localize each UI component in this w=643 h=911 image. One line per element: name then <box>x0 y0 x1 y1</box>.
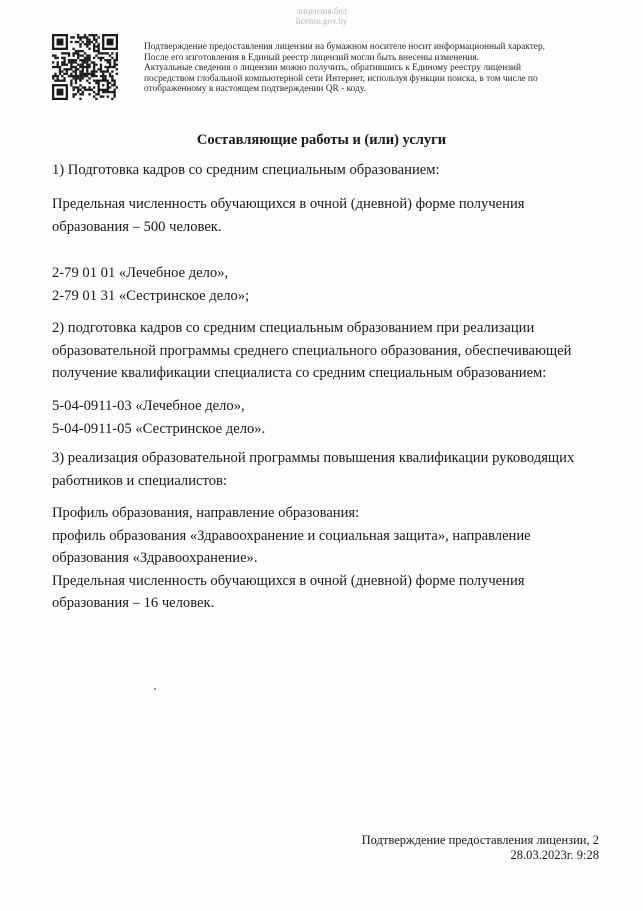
section-3-profile <box>52 502 612 615</box>
qr-code-icon <box>52 34 118 100</box>
section-3-limit-line-1: Предельная численность обучающихся в очной (дневной) форме получения <box>52 572 525 589</box>
section-2-title <box>52 317 612 385</box>
footer-line-1: Подтверждение предоставления лицензии, 2 <box>361 833 599 847</box>
notice-line-1: Подтверждение предоставления лицензии на бумажном носителе носит информационный характер. <box>144 42 545 52</box>
section-2-line-2: образовательной программы среднего специального образования, обеспечивающей <box>52 342 572 359</box>
section-3-line-2: работников и специалистов: <box>52 472 227 489</box>
watermark-line-2: license.gov.by <box>295 16 348 26</box>
section-3-limit-line-2: образования – 16 человек. <box>52 595 215 611</box>
section-1-title <box>52 159 612 182</box>
section-3-profile-line-2: образования «Здравоохранение». <box>52 550 258 566</box>
section-2-line-3: получение квалификации специалиста со средним специальным образованием: <box>52 365 547 381</box>
license-notice <box>144 42 614 95</box>
section-1-limit-line-2: образования – 500 человек. <box>52 218 222 235</box>
section-2-item-1: 5-04-0911-03 «Лечебное дело», <box>52 398 245 414</box>
notice-line-3: Актуальные сведения о лицензии можно получить, обратившись к Единому реестру лицензий <box>144 63 521 74</box>
notice-line-2: После его изготовления в Единый реестр лицензий могли быть внесены изменения. <box>144 52 480 63</box>
section-3-title <box>52 447 612 492</box>
notice-line-4: посредством глобальной компьютерной сети Интернет, используя функции поиска, в том числе по <box>144 73 538 84</box>
section-1-item-2: 2-79 01 31 «Сестринское дело»; <box>52 287 250 304</box>
notice-line-5: отображенному в настоящем подтверждении QR - коду. <box>144 84 366 95</box>
section-3-profile-label: Профиль образования, направление образования: <box>52 505 360 521</box>
footer-line-2: 28.03.2023г. 9:28 <box>510 848 599 862</box>
section-1-item-1: 2-79 01 01 «Лечебное дело», <box>52 265 229 281</box>
stray-dot <box>154 688 156 690</box>
section-1-limit-line-1: Предельная численность обучающихся в очной (дневной) форме получения <box>52 196 525 212</box>
section-2-specialties <box>52 395 612 440</box>
section-2-item-2: 5-04-0911-05 «Сестринское дело». <box>52 420 266 437</box>
section-1-limit <box>52 193 612 238</box>
section-3-line-1: 3) реализация образовательной программы повышения квалификации руководящих <box>52 450 575 466</box>
page-title: Составляющие работы и (или) услуги <box>196 132 447 148</box>
section-1-title-text: 1) Подготовка кадров со средним специальным образованием: <box>52 162 440 178</box>
footer <box>362 833 599 863</box>
section-3-profile-line-1: профиль образования «Здравоохранение и социальная защита», направление <box>52 527 531 544</box>
section-1-specialties <box>52 262 612 307</box>
watermark-line-1: лицензия.бел <box>296 6 347 16</box>
section-2-line-1: 2) подготовка кадров со средним специальным образованием при реализации <box>52 320 535 336</box>
